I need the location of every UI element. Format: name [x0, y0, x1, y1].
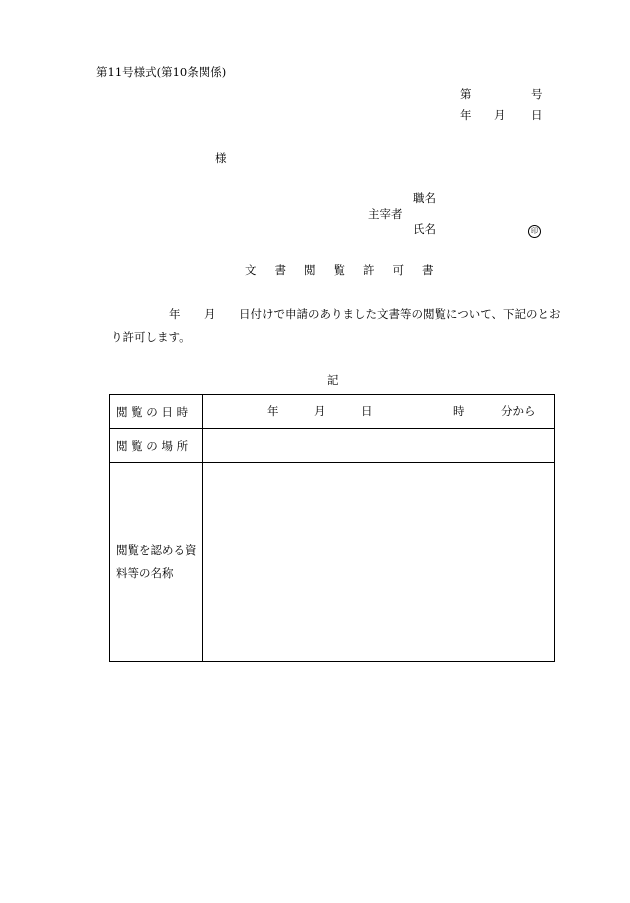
- document-title: [245, 265, 434, 277]
- title-char: 文: [245, 263, 257, 277]
- datetime-year: 年: [267, 404, 279, 418]
- date-day: 日: [531, 108, 543, 122]
- form-number: 第11号様式(第10条関係): [96, 65, 227, 79]
- table-row: [110, 395, 555, 429]
- datetime-hour: 時: [453, 404, 465, 418]
- issuer-name-label: 氏名: [413, 222, 436, 236]
- viewing-datetime-label: 閲 覧 の 日 時: [110, 395, 203, 429]
- viewing-datetime-value[interactable]: [203, 395, 555, 429]
- materials-name-label: 閲覧を認める資 料等の名称: [110, 463, 203, 662]
- datetime-day: 日: [361, 404, 373, 418]
- permit-details-table: [109, 394, 555, 662]
- date-month: 月: [494, 108, 506, 122]
- body-month: 月: [204, 307, 216, 321]
- datetime-month: 月: [314, 404, 326, 418]
- issuer-role: 主宰者: [368, 207, 403, 221]
- body-text-line1: 日付けで申請のありました文書等の閲覧について、下記のとお: [239, 307, 561, 321]
- ki-heading: 記: [327, 373, 339, 387]
- date-year: 年: [460, 108, 472, 122]
- issuer-job-title: 職名: [413, 191, 436, 205]
- title-char: 書: [274, 263, 286, 277]
- materials-name-value[interactable]: [203, 463, 555, 662]
- viewing-place-value[interactable]: [203, 429, 555, 463]
- seal-icon: 印: [528, 224, 541, 238]
- title-char: 覧: [333, 263, 345, 277]
- table-row: [110, 429, 555, 463]
- table-row: [110, 463, 555, 662]
- title-char: 許: [363, 263, 375, 277]
- doc-number-prefix: 第: [460, 87, 472, 101]
- datetime-minute: 分から: [501, 404, 536, 418]
- viewing-place-label: 閲 覧 の 場 所: [110, 429, 203, 463]
- body-text-line2: り許可します。: [111, 330, 191, 344]
- title-char: 書: [422, 263, 434, 277]
- title-char: 閲: [304, 263, 316, 277]
- body-year: 年: [169, 307, 181, 321]
- title-char: 可: [392, 263, 404, 277]
- addressee-suffix: 様: [215, 151, 227, 165]
- doc-number-suffix: 号: [531, 87, 543, 101]
